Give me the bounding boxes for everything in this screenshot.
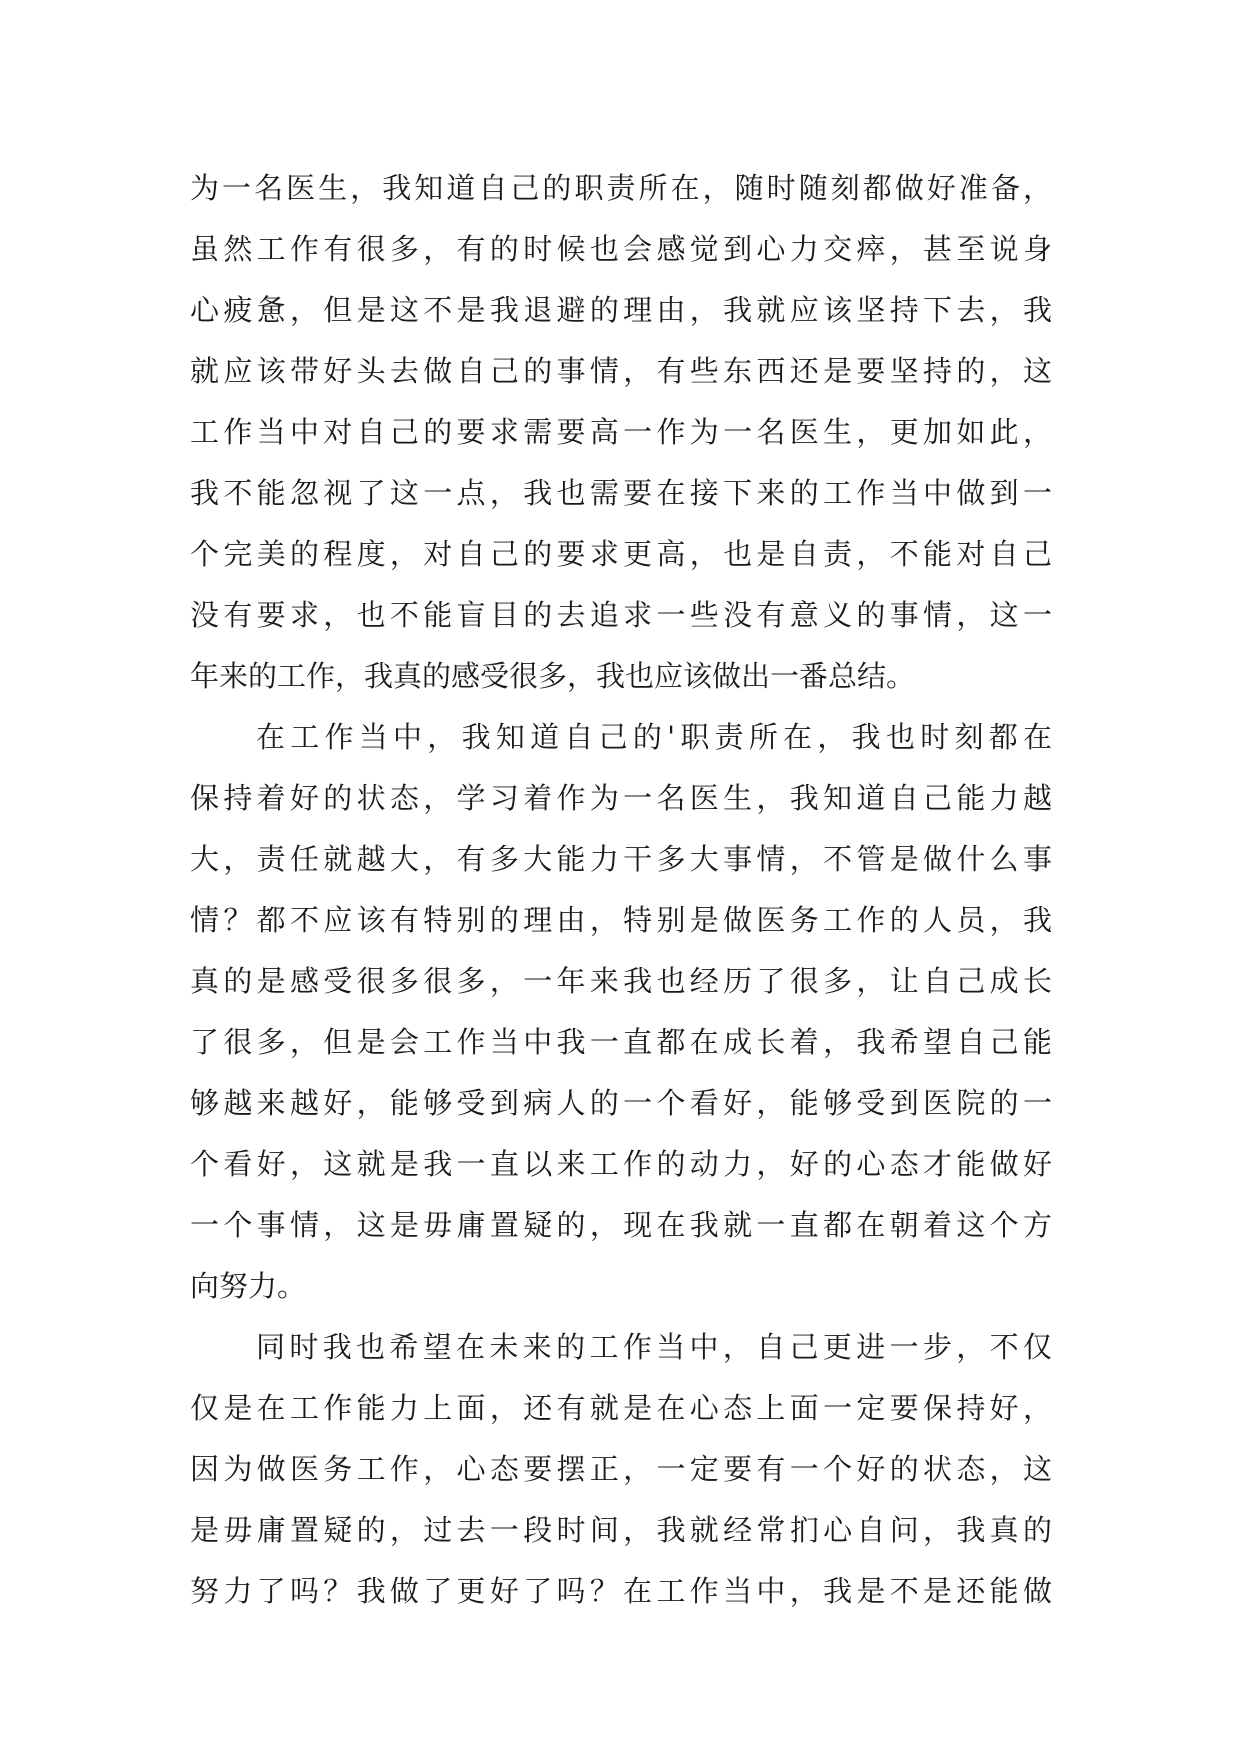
text-line: 就应该带好头去做自己的事情，有些东西还是要坚持的，这 [190,354,1052,388]
paragraph-1 [190,158,1052,707]
text-line: 在工作当中，我知道自己的'职责所在，我也时刻都在 [256,720,1052,754]
text-line: 仅是在工作能力上面，还有就是在心态上面一定要保持好， [190,1391,1052,1425]
paragraph-2 [190,707,1052,1317]
text-line: 因为做医务工作，心态要摆正，一定要有一个好的状态，这 [190,1452,1052,1486]
text-line: 向努力。 [190,1269,307,1303]
text-line: 个看好，这就是我一直以来工作的动力，好的心态才能做好 [190,1147,1052,1181]
text-line: 为一名医生，我知道自己的职责所在，随时随刻都做好准备， [190,171,1052,205]
text-line: 工作当中对自己的要求需要高一作为一名医生，更加如此， [190,415,1052,449]
paragraph-3 [190,1317,1052,1622]
text-line: 是毋庸置疑的，过去一段时间，我就经常扪心自问，我真的 [190,1513,1052,1547]
text-line: 同时我也希望在未来的工作当中，自己更进一步，不仅 [256,1330,1052,1364]
text-line: 年来的工作，我真的感受很多，我也应该做出一番总结。 [190,659,916,693]
text-line: 我不能忽视了这一点，我也需要在接下来的工作当中做到一 [190,476,1052,510]
text-line: 心疲惫，但是这不是我退避的理由，我就应该坚持下去，我 [190,293,1052,327]
text-line: 保持着好的状态，学习着作为一名医生，我知道自己能力越 [190,781,1052,815]
text-line: 真的是感受很多很多，一年来我也经历了很多，让自己成长 [190,964,1052,998]
text-line: 一个事情，这是毋庸置疑的，现在我就一直都在朝着这个方 [190,1208,1052,1242]
document-body [190,158,1052,1622]
text-line: 没有要求，也不能盲目的去追求一些没有意义的事情，这一 [190,598,1052,632]
text-line: 够越来越好，能够受到病人的一个看好，能够受到医院的一 [190,1086,1052,1120]
text-line: 努力了吗？我做了更好了吗？在工作当中，我是不是还能做 [190,1574,1052,1608]
text-line: 个完美的程度，对自己的要求更高，也是自责，不能对自己 [190,537,1052,571]
text-line: 情？都不应该有特别的理由，特别是做医务工作的人员，我 [190,903,1052,937]
text-line: 了很多，但是会工作当中我一直都在成长着，我希望自己能 [190,1025,1052,1059]
text-line: 虽然工作有很多，有的时候也会感觉到心力交瘁，甚至说身 [190,232,1052,266]
text-line: 大，责任就越大，有多大能力干多大事情，不管是做什么事 [190,842,1052,876]
